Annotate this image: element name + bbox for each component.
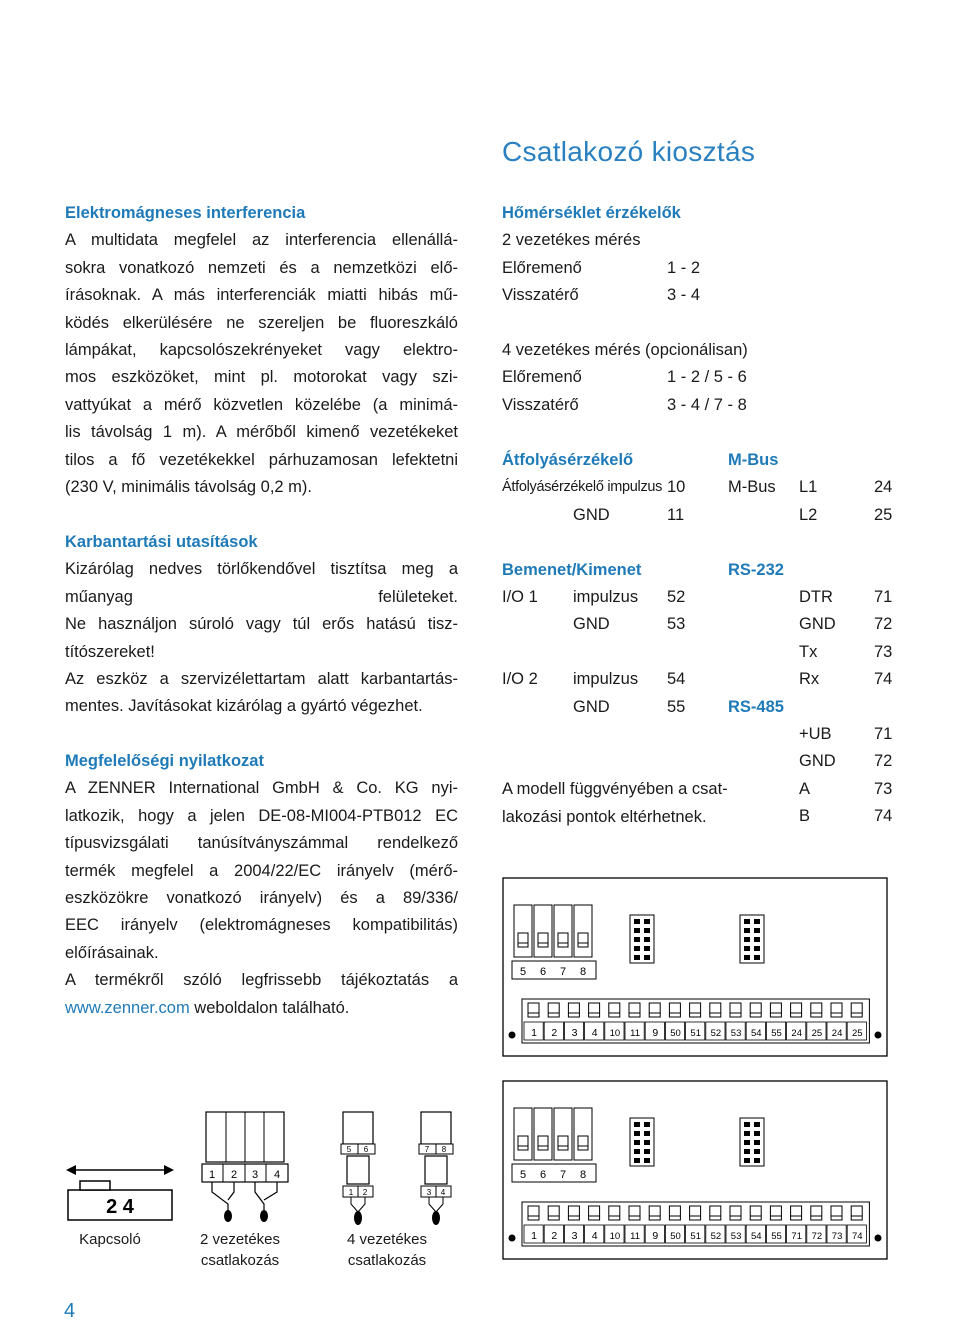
page-number: 4 bbox=[64, 1300, 76, 1322]
screw-slot-icon bbox=[609, 1003, 620, 1017]
small-terminal bbox=[554, 1108, 572, 1160]
terminal-label: 53 bbox=[730, 1028, 742, 1039]
mount-hole-icon bbox=[509, 1032, 516, 1039]
fs-row2-label: GND bbox=[573, 506, 610, 524]
rs232-signal-cell: Tx bbox=[799, 642, 818, 661]
rs232-pin-cell: 72 bbox=[874, 615, 893, 634]
pin-icon bbox=[754, 937, 760, 942]
mount-hole-icon bbox=[875, 1032, 882, 1039]
screw-slot-icon bbox=[518, 1136, 528, 1150]
small-terminal bbox=[554, 905, 572, 957]
screw-slot-icon bbox=[690, 1003, 701, 1017]
emi-line: mos eszközöket, mint pl. motorokat vagy szi- bbox=[65, 368, 458, 387]
terminal-label: 11 bbox=[630, 1028, 641, 1039]
conformity-line: típusvizsgálati tanúsítványszámmal rendelkező bbox=[65, 834, 458, 853]
screw-slot-icon bbox=[548, 1206, 559, 1220]
maintenance-line: Ne használjon súroló vagy túl erős hatású tisz- bbox=[65, 615, 458, 634]
four-wire-return-label: Visszatérő bbox=[502, 396, 579, 414]
svg-text:7: 7 bbox=[424, 1145, 430, 1154]
screw-slot-icon bbox=[548, 1003, 559, 1017]
fs-row2-num: 25 bbox=[874, 506, 893, 524]
conformity-line: A ZENNER International GmbH & Co. KG nyi- bbox=[65, 779, 458, 798]
zenner-link[interactable]: www.zenner.com bbox=[65, 998, 190, 1017]
screw-slot-icon bbox=[528, 1003, 539, 1017]
pin-icon bbox=[744, 919, 750, 924]
pin-header bbox=[630, 915, 654, 963]
maintenance-line: Kizárólag nedves törlőkendővel tisztítsa meg a bbox=[65, 560, 458, 579]
pin-icon bbox=[634, 955, 640, 960]
screw-slot-icon bbox=[730, 1206, 741, 1220]
terminal-label: 54 bbox=[751, 1231, 762, 1242]
small-terminal-label: 8 bbox=[579, 966, 587, 978]
terminal-label: 4 bbox=[591, 1230, 598, 1242]
small-terminal-label: 6 bbox=[539, 1169, 547, 1181]
terminal-label: 9 bbox=[652, 1230, 659, 1242]
screw-slot-icon bbox=[629, 1003, 640, 1017]
small-terminal-label: 5 bbox=[519, 966, 527, 978]
mount-hole-icon bbox=[509, 1235, 516, 1242]
pin-icon bbox=[754, 946, 760, 951]
emi-line: lámpákat, kapcsolószekrényeket vagy elektro- bbox=[65, 341, 458, 360]
two-wire-return-label: Visszatérő bbox=[502, 286, 579, 304]
conformity-section bbox=[65, 748, 458, 1022]
pin-icon bbox=[744, 1140, 750, 1145]
caption-four-wire-line2: csatlakozás bbox=[347, 1252, 427, 1269]
screw-slot-icon bbox=[710, 1206, 721, 1220]
terminal-label: 1 bbox=[531, 1027, 538, 1039]
screw-slot-icon bbox=[851, 1206, 862, 1220]
screw-slot-icon bbox=[811, 1206, 822, 1220]
rs485-signal-cell: A bbox=[799, 779, 811, 798]
terminal-label: 55 bbox=[771, 1028, 782, 1039]
small-terminal bbox=[514, 905, 532, 957]
terminal-label: 3 bbox=[571, 1027, 578, 1039]
screw-slot-icon bbox=[669, 1206, 680, 1220]
maintenance-line: Az eszköz a szervizélettartam alatt karbantartás- bbox=[65, 670, 458, 689]
screw-slot-icon bbox=[609, 1206, 620, 1220]
io-pin-cell: 54 bbox=[667, 670, 686, 689]
screw-slot-icon bbox=[690, 1206, 701, 1220]
emi-text bbox=[65, 227, 458, 501]
terminal-label: 10 bbox=[609, 1028, 621, 1039]
pin-icon bbox=[754, 919, 760, 924]
switch-value: 2 4 bbox=[106, 1196, 134, 1218]
emi-line: A multidata megfelel az interferencia ellenállá- bbox=[65, 231, 458, 250]
conformity-line: EEC irányelv (elektromágneses kompatibilitás) bbox=[65, 916, 458, 935]
svg-text:3: 3 bbox=[426, 1188, 432, 1197]
screw-slot-icon bbox=[538, 933, 548, 947]
rs485-signal-cell: GND bbox=[799, 752, 836, 771]
pin-icon bbox=[744, 1122, 750, 1127]
note-line-2: lakozási pontok eltérhetnek. bbox=[502, 808, 707, 826]
pin-icon bbox=[744, 1149, 750, 1154]
fs-row1-pin: 10 bbox=[667, 478, 686, 496]
conformity-link-rest: weboldalon található. bbox=[189, 998, 350, 1017]
pin-icon bbox=[754, 1158, 760, 1163]
screw-slot-icon bbox=[710, 1003, 721, 1017]
terminal-label: 52 bbox=[710, 1231, 722, 1242]
pin-icon bbox=[754, 1131, 760, 1136]
screw-slot-icon bbox=[811, 1003, 822, 1017]
pin-icon bbox=[644, 946, 650, 951]
svg-text:6: 6 bbox=[363, 1145, 369, 1154]
emi-line: ködés elkerülésére ne szereljen be fluoreszkáló bbox=[65, 313, 458, 332]
pin-icon bbox=[744, 1131, 750, 1136]
small-terminal bbox=[574, 905, 592, 957]
screw-slot-icon bbox=[770, 1206, 781, 1220]
terminal-label: 24 bbox=[831, 1028, 843, 1039]
caption-switch: Kapcsoló bbox=[79, 1231, 141, 1248]
rs485-pin-cell: 73 bbox=[874, 779, 893, 798]
pin-icon bbox=[634, 1122, 640, 1127]
small-terminal-label: 7 bbox=[559, 1169, 567, 1181]
terminal-label: 51 bbox=[690, 1028, 701, 1039]
fs-row2-pin: 11 bbox=[667, 506, 685, 524]
io-port-cell: I/O 2 bbox=[502, 670, 538, 689]
io-pin-cell: 52 bbox=[667, 588, 686, 606]
screw-slot-icon bbox=[730, 1003, 741, 1017]
screw-slot-icon bbox=[750, 1206, 761, 1220]
rs232-pin-cell: 71 bbox=[874, 588, 893, 606]
svg-text:1: 1 bbox=[348, 1188, 354, 1197]
pin-icon bbox=[634, 1140, 640, 1145]
pin-icon bbox=[644, 1122, 650, 1127]
terminal-label: 55 bbox=[771, 1231, 782, 1242]
emi-heading: Elektromágneses interferencia bbox=[65, 204, 306, 222]
pin-icon bbox=[644, 1158, 650, 1163]
pin-icon bbox=[644, 937, 650, 942]
pin-icon bbox=[634, 1158, 640, 1163]
screw-slot-icon bbox=[831, 1003, 842, 1017]
pin-icon bbox=[744, 955, 750, 960]
io-pin-cell: 53 bbox=[667, 615, 686, 634]
emi-line: sokra vonatkozó nemzeti és a nemzetközi elő- bbox=[65, 258, 458, 277]
terminal-label: 50 bbox=[670, 1231, 681, 1242]
rs485-signal-cell: B bbox=[799, 807, 811, 826]
rs485-pin-cell: 71 bbox=[874, 725, 893, 743]
four-wire-flow-value: 1 - 2 / 5 - 6 bbox=[667, 368, 747, 386]
terminal-label: 25 bbox=[811, 1028, 823, 1039]
two-wire-return-value: 3 - 4 bbox=[667, 286, 701, 304]
terminal-label: 73 bbox=[831, 1231, 843, 1242]
small-terminal-label: 8 bbox=[579, 1169, 587, 1181]
caption-four-wire bbox=[327, 1229, 447, 1271]
rs232-pin-cell: 73 bbox=[874, 642, 893, 661]
terminal-label: 9 bbox=[652, 1027, 659, 1039]
small-terminal-label: 7 bbox=[559, 966, 567, 978]
pin-icon bbox=[744, 928, 750, 933]
terminal-label: 51 bbox=[690, 1231, 701, 1242]
screw-slot-icon bbox=[770, 1003, 781, 1017]
screw-slot-icon bbox=[578, 933, 588, 947]
rs232-signal-cell: Rx bbox=[799, 670, 820, 689]
io-pin-cell: 55 bbox=[667, 697, 686, 716]
svg-text:4: 4 bbox=[273, 1169, 281, 1181]
terminal-label: 50 bbox=[670, 1028, 681, 1039]
pin-icon bbox=[644, 955, 650, 960]
sensor-probe-icon bbox=[432, 1211, 440, 1225]
rs485-heading: RS-485 bbox=[728, 698, 784, 716]
temp-sensor-heading: Hőmérséklet érzékelők bbox=[502, 204, 681, 222]
terminal-label: 52 bbox=[710, 1028, 722, 1039]
pin-icon bbox=[744, 937, 750, 942]
rs485-pin-cell: 72 bbox=[874, 752, 893, 771]
screw-slot-icon bbox=[669, 1003, 680, 1017]
sensor-probe-icon bbox=[354, 1211, 362, 1225]
screw-slot-icon bbox=[750, 1003, 761, 1017]
screw-slot-icon bbox=[791, 1003, 802, 1017]
terminal-label: 3 bbox=[571, 1230, 578, 1242]
pin-icon bbox=[634, 919, 640, 924]
mbus-heading: M-Bus bbox=[728, 451, 779, 469]
screw-slot-icon bbox=[518, 933, 528, 947]
screw-slot-icon bbox=[851, 1003, 862, 1017]
conformity-line: latkozik, hogy a jelen DE-08-MI004-PTB012 EC bbox=[65, 806, 458, 825]
pin-header bbox=[740, 915, 764, 963]
pin-icon bbox=[634, 928, 640, 933]
screw-slot-icon bbox=[568, 1206, 579, 1220]
pin-icon bbox=[634, 937, 640, 942]
switch-knob bbox=[80, 1181, 110, 1190]
screw-slot-icon bbox=[578, 1136, 588, 1150]
terminal-label: 2 bbox=[551, 1230, 558, 1242]
pin-header bbox=[740, 1118, 764, 1166]
flow-sensor-heading: Átfolyásérzékelő bbox=[502, 451, 634, 469]
screw-slot-icon bbox=[528, 1206, 539, 1220]
pin-icon bbox=[634, 1149, 640, 1154]
terminal-label: 71 bbox=[791, 1231, 802, 1242]
io-type-cell: GND bbox=[573, 697, 610, 716]
pin-icon bbox=[644, 1131, 650, 1136]
terminal-label: 2 bbox=[551, 1027, 558, 1039]
terminal-label: 74 bbox=[852, 1231, 863, 1242]
maintenance-heading: Karbantartási utasítások bbox=[65, 533, 258, 551]
screw-slot-icon bbox=[629, 1206, 640, 1220]
pin-icon bbox=[644, 919, 650, 924]
io-port-cell: I/O 1 bbox=[502, 588, 538, 606]
pin-icon bbox=[634, 1131, 640, 1136]
sensor-probe-icon bbox=[260, 1210, 268, 1222]
conformity-heading: Megfelelőségi nyilatkozat bbox=[65, 752, 264, 770]
pin-icon bbox=[644, 1140, 650, 1145]
four-wire-flow-label: Előremenő bbox=[502, 368, 582, 386]
fs-row1-line: L1 bbox=[799, 478, 818, 496]
pin-icon bbox=[754, 1149, 760, 1154]
maintenance-section bbox=[65, 529, 458, 721]
pin-icon bbox=[744, 1158, 750, 1163]
terminal-diagram-bottom bbox=[500, 1078, 890, 1268]
four-wire-label: 4 vezetékes mérés (opcionálisan) bbox=[502, 341, 748, 359]
screw-slot-icon bbox=[558, 933, 568, 947]
pin-icon bbox=[754, 955, 760, 960]
svg-text:2: 2 bbox=[362, 1188, 368, 1197]
pin-icon bbox=[754, 1140, 760, 1145]
pin-icon bbox=[644, 928, 650, 933]
sensor-probe-icon bbox=[224, 1210, 232, 1222]
fs-row1-num: 24 bbox=[874, 478, 893, 496]
pin-icon bbox=[754, 928, 760, 933]
caption-two-wire-line1: 2 vezetékes bbox=[199, 1231, 281, 1248]
screw-slot-icon bbox=[831, 1206, 842, 1220]
svg-text:1: 1 bbox=[208, 1169, 216, 1181]
emi-line: tilos a fő vezetékekkel párhuzamosan lefektetni bbox=[65, 450, 458, 469]
small-terminal bbox=[514, 1108, 532, 1160]
two-wire-flow-value: 1 - 2 bbox=[667, 259, 701, 277]
screw-slot-icon bbox=[538, 1136, 548, 1150]
small-terminal bbox=[574, 1108, 592, 1160]
mount-hole-icon bbox=[875, 1235, 882, 1242]
maintenance-line: műanyag felületeket. bbox=[65, 587, 458, 606]
emi-line: (230 V, minimális távolság 0,2 m). bbox=[65, 478, 312, 497]
svg-text:5: 5 bbox=[346, 1145, 352, 1154]
pin-header bbox=[630, 1118, 654, 1166]
pin-icon bbox=[744, 946, 750, 951]
screw-slot-icon bbox=[649, 1206, 660, 1220]
rs232-signal-cell: GND bbox=[799, 615, 836, 634]
emi-line: írásoknak. A más interferenciák miatti hibás mű- bbox=[65, 286, 458, 305]
terminal-label: 10 bbox=[609, 1231, 621, 1242]
caption-four-wire-line1: 4 vezetékes bbox=[346, 1231, 428, 1248]
svg-text:2: 2 bbox=[230, 1169, 238, 1181]
small-terminal-label: 6 bbox=[539, 966, 547, 978]
svg-text:8: 8 bbox=[441, 1145, 447, 1154]
rs485-pin-cell: 74 bbox=[874, 807, 893, 826]
io-type-cell: impulzus bbox=[573, 670, 639, 689]
terminal-label: 54 bbox=[751, 1028, 762, 1039]
conformity-line: előírásainak. bbox=[65, 943, 159, 962]
fs-row1-mbus: M-Bus bbox=[728, 478, 776, 496]
small-terminal bbox=[534, 905, 552, 957]
emi-line: lis távolság 1 m). A mérőből kimenő vezetékeket bbox=[65, 423, 458, 442]
conformity-line: eszközökre vonatkozó irányelv) és a 89/336/ bbox=[65, 889, 458, 908]
screw-slot-icon bbox=[558, 1136, 568, 1150]
screw-slot-icon bbox=[649, 1003, 660, 1017]
rs485-signal-cell: +UB bbox=[799, 725, 832, 743]
conformity-link-line bbox=[65, 995, 458, 1022]
screw-slot-icon bbox=[791, 1206, 802, 1220]
small-terminal bbox=[534, 1108, 552, 1160]
emi-section bbox=[65, 200, 458, 501]
screw-slot-icon bbox=[568, 1003, 579, 1017]
arrow-left-icon bbox=[66, 1165, 76, 1175]
terminal-label: 53 bbox=[730, 1231, 742, 1242]
four-wire-diagram bbox=[333, 1108, 458, 1230]
emi-line: vattyúkat a mérő közvetlen közelébe (a minimá- bbox=[65, 395, 458, 414]
conformity-line: A termékről szóló legfrissebb tájékoztatás a bbox=[65, 971, 458, 990]
two-wire-diagram bbox=[198, 1108, 293, 1228]
caption-two-wire bbox=[180, 1229, 300, 1271]
pin-icon bbox=[644, 1149, 650, 1154]
maintenance-line: títószereket! bbox=[65, 642, 155, 661]
pin-icon bbox=[634, 946, 640, 951]
screw-slot-icon bbox=[589, 1003, 600, 1017]
maintenance-text bbox=[65, 556, 458, 720]
terminal-diagram-top bbox=[500, 875, 890, 1070]
note-line-1: A modell függvényében a csat- bbox=[502, 780, 728, 798]
two-wire-flow-label: Előremenő bbox=[502, 259, 582, 277]
conformity-line: termék megfelel a 2004/22/EC irányelv (mérő- bbox=[65, 861, 458, 880]
io-type-cell: GND bbox=[573, 615, 610, 634]
terminal-label: 24 bbox=[791, 1028, 802, 1039]
pin-icon bbox=[754, 1122, 760, 1127]
two-wire-label: 2 vezetékes mérés bbox=[502, 231, 641, 249]
rs232-heading: RS-232 bbox=[728, 561, 784, 579]
rs232-signal-cell: DTR bbox=[799, 588, 833, 606]
page-title: Csatlakozó kiosztás bbox=[502, 136, 756, 167]
switch-diagram bbox=[60, 1150, 180, 1230]
arrow-right-icon bbox=[164, 1165, 174, 1175]
svg-text:4: 4 bbox=[440, 1188, 446, 1197]
svg-text:3: 3 bbox=[251, 1169, 259, 1181]
maintenance-line: mentes. Javításokat kizárólag a gyártó végezhet. bbox=[65, 697, 423, 716]
fs-row2-line: L2 bbox=[799, 506, 818, 524]
caption-two-wire-line2: csatlakozás bbox=[200, 1252, 280, 1269]
terminal-label: 11 bbox=[630, 1231, 641, 1242]
io-heading: Bemenet/Kimenet bbox=[502, 561, 642, 579]
terminal-label: 4 bbox=[591, 1027, 598, 1039]
terminal-label: 72 bbox=[811, 1231, 823, 1242]
small-terminal-label: 5 bbox=[519, 1169, 527, 1181]
rs232-pin-cell: 74 bbox=[874, 670, 893, 689]
terminal-label: 1 bbox=[531, 1230, 538, 1242]
io-type-cell: impulzus bbox=[573, 588, 639, 606]
terminal-label: 25 bbox=[852, 1028, 863, 1039]
four-wire-return-value: 3 - 4 / 7 - 8 bbox=[667, 396, 747, 414]
fs-row1-label: Átfolyásérzékelő impulzus bbox=[502, 479, 663, 495]
screw-slot-icon bbox=[589, 1206, 600, 1220]
conformity-text bbox=[65, 775, 458, 994]
